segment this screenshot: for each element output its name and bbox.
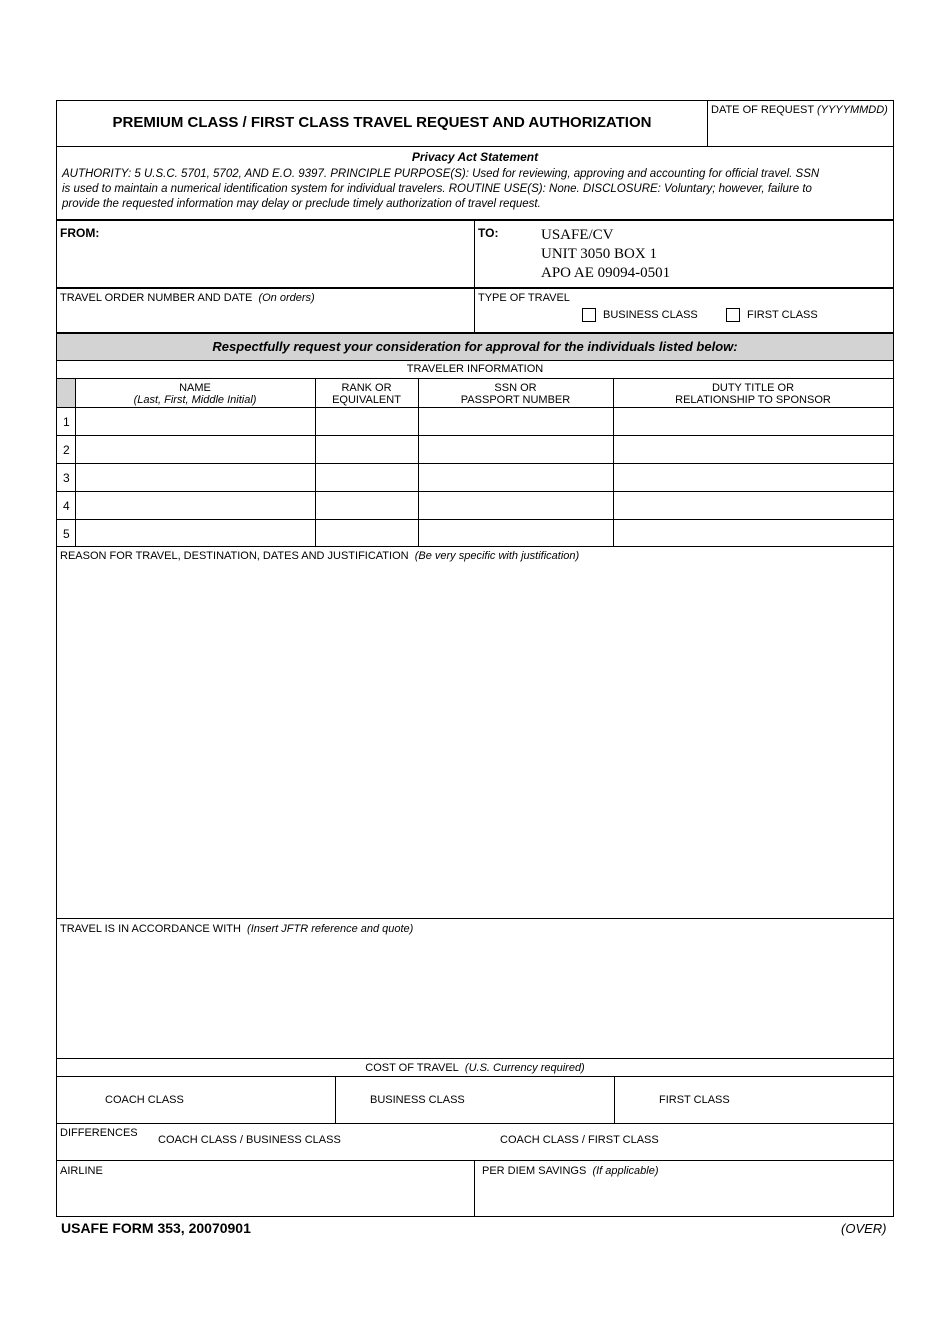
divider [57,360,893,361]
divider [57,1058,893,1059]
row-number: 2 [63,443,70,457]
cost-business-field[interactable] [477,1083,609,1119]
cost-first-label: FIRST CLASS [659,1094,730,1106]
to-label: TO: [478,226,499,240]
type-of-travel-label: TYPE OF TRAVEL [478,292,570,304]
column-header-rank: RANK OR EQUIVALENT [332,382,401,406]
cost-coach-field[interactable] [197,1083,331,1119]
traveler-ssn-field[interactable] [419,408,613,435]
traveler-name-field[interactable] [76,408,315,435]
reason-label: REASON FOR TRAVEL, DESTINATION, DATES AND JUSTIFICATION (Be very specific with justification) [60,550,580,562]
row-number-gutter [57,379,75,407]
reason-field[interactable] [60,567,890,915]
traveler-rank-field[interactable] [316,520,418,547]
traveler-duty-field[interactable] [614,520,893,547]
airline-field[interactable] [60,1181,470,1213]
divider [57,219,893,221]
date-of-request-label: DATE OF REQUEST (YYYYMMDD) [711,104,888,116]
airline-label: AIRLINE [60,1165,103,1177]
to-address-line: USAFE/CV [541,227,614,243]
row-number: 5 [63,527,70,541]
date-of-request-field[interactable] [711,119,889,143]
diff-coach-first-field[interactable] [667,1127,887,1157]
divider [335,1076,336,1123]
cost-first-field[interactable] [747,1083,887,1119]
row-number: 1 [63,415,70,429]
column-header-duty: DUTY TITLE OR RELATIONSHIP TO SPONSOR [675,382,831,406]
diff-coach-business-label: COACH CLASS / BUSINESS CLASS [158,1134,341,1146]
traveler-rank-field[interactable] [316,408,418,435]
traveler-ssn-field[interactable] [419,520,613,547]
over-note: (OVER) [841,1221,887,1236]
to-address-line: UNIT 3050 BOX 1 [541,246,657,262]
traveler-duty-field[interactable] [614,464,893,491]
travel-order-field[interactable] [60,307,470,331]
request-banner-text: Respectfully request your consideration for approval for the individuals listed below: [212,339,738,354]
divider [57,146,893,147]
divider [57,546,893,547]
traveler-duty-field[interactable] [614,492,893,519]
business-class-checkbox[interactable] [582,308,596,322]
travel-order-label: TRAVEL ORDER NUMBER AND DATE (On orders) [60,292,315,304]
to-address-line: APO AE 09094-0501 [541,265,671,281]
traveler-ssn-field[interactable] [419,436,613,463]
from-label: FROM: [60,226,100,240]
privacy-act-line: AUTHORITY: 5 U.S.C. 5701, 5702, AND E.O. 9397. PRINCIPLE PURPOSE(S): Used for reviewing, approving and accounting for official travel. SSN [62,168,820,180]
privacy-act-line: is used to maintain a numerical identification system for individual travelers. ROUTINE USE(S): None. DISCLOSURE: Voluntary; however, failure to [62,183,812,195]
column-header-name: NAME (Last, First, Middle Initial) [133,382,257,406]
traveler-rank-field[interactable] [316,436,418,463]
divider [474,1160,475,1216]
cost-title: COST OF TRAVEL (U.S. Currency required) [365,1062,585,1074]
first-class-checkbox[interactable] [726,308,740,322]
form-title: PREMIUM CLASS / FIRST CLASS TRAVEL REQUEST AND AUTHORIZATION [112,114,652,131]
divider [57,1123,893,1124]
per-diem-field[interactable] [482,1181,887,1213]
row-number: 4 [63,499,70,513]
traveler-name-field[interactable] [76,436,315,463]
traveler-info-title: TRAVELER INFORMATION [406,363,544,375]
divider [474,220,475,332]
traveler-duty-field[interactable] [614,408,893,435]
accordance-label: TRAVEL IS IN ACCORDANCE WITH (Insert JFTR reference and quote) [60,923,414,935]
traveler-rank-field[interactable] [316,492,418,519]
traveler-name-field[interactable] [76,464,315,491]
per-diem-label: PER DIEM SAVINGS (If applicable) [482,1165,659,1177]
accordance-field[interactable] [60,939,890,1055]
divider [614,1076,615,1123]
cost-business-label: BUSINESS CLASS [370,1094,465,1106]
traveler-rank-field[interactable] [316,464,418,491]
from-field[interactable] [60,241,470,283]
divider [57,1160,893,1161]
traveler-ssn-field[interactable] [419,464,613,491]
privacy-act-line: provide the requested information may delay or preclude timely authorization of travel request. [62,198,541,210]
differences-label: DIFFERENCES [60,1127,138,1139]
business-class-checkbox-label: BUSINESS CLASS [603,309,698,321]
divider [707,101,708,146]
column-header-ssn: SSN OR PASSPORT NUMBER [460,382,571,406]
travel-request-form [56,100,894,1217]
traveler-duty-field[interactable] [614,436,893,463]
divider [57,918,893,919]
cost-coach-label: COACH CLASS [105,1094,184,1106]
form-id: USAFE FORM 353, 20070901 [61,1220,251,1236]
traveler-name-field[interactable] [76,520,315,547]
privacy-act-title: Privacy Act Statement [411,150,539,164]
traveler-ssn-field[interactable] [419,492,613,519]
diff-coach-business-field[interactable] [347,1127,487,1157]
traveler-name-field[interactable] [76,492,315,519]
divider [57,378,893,379]
first-class-checkbox-label: FIRST CLASS [747,309,818,321]
diff-coach-first-label: COACH CLASS / FIRST CLASS [500,1134,659,1146]
row-number: 3 [63,471,70,485]
divider [57,287,893,289]
divider [57,1076,893,1077]
